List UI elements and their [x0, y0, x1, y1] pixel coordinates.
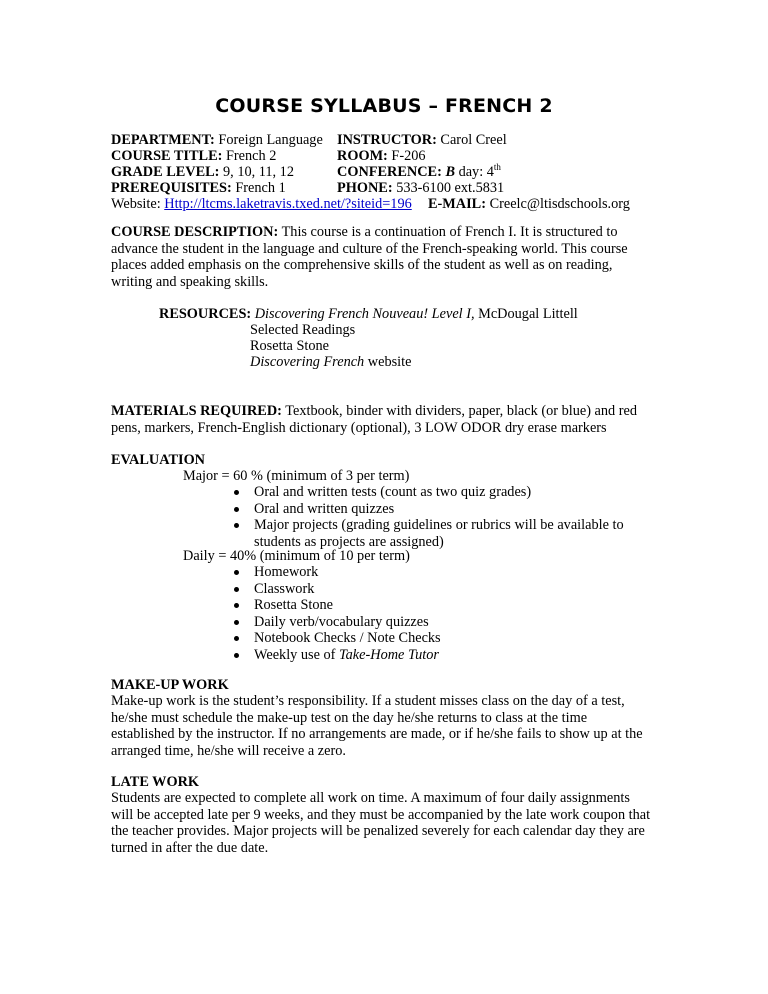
course-title-label: COURSE TITLE:	[111, 148, 223, 164]
description-text: This course is a continuation of French I. It is structured to advance the student in the language and culture of the French-speaking world. This course places added emphasis on the comprehensive skills of the student as well as on reading, writing and speaking skills.	[111, 224, 628, 290]
website-row	[111, 196, 412, 213]
resources-row	[159, 306, 578, 323]
list-item: Weekly use of Take-Home Tutor	[228, 647, 658, 664]
conference-day-text: day: 4	[458, 164, 494, 180]
page-title: COURSE SYLLABUS – FRENCH 2	[215, 95, 553, 117]
room-row	[337, 148, 426, 165]
grade-level-row	[111, 164, 294, 181]
phone-row	[337, 180, 504, 197]
list-item: Classwork	[228, 581, 658, 598]
bullet-icon	[234, 620, 239, 625]
resource-3: Rosetta Stone	[250, 338, 330, 354]
resource-1-title: Discovering French Nouveau! Level I,	[254, 306, 475, 322]
email-row	[428, 196, 630, 213]
course-title-row	[111, 148, 276, 165]
bullet-icon	[234, 603, 239, 608]
prerequisites-label: PREREQUISITES:	[111, 180, 232, 196]
conference-day: B	[445, 164, 455, 180]
evaluation-major-list	[228, 484, 658, 550]
department-label: DEPARTMENT:	[111, 132, 215, 148]
list-item: Oral and written tests (count as two quiz grades)	[228, 484, 658, 501]
bullet-icon	[234, 490, 239, 495]
resource-4-suffix: website	[367, 354, 412, 370]
instructor-value: Carol Creel	[440, 132, 507, 148]
instructor-row	[337, 132, 507, 149]
list-item: Homework	[228, 564, 658, 581]
instructor-label: INSTRUCTOR:	[337, 132, 437, 148]
bullet-icon	[234, 653, 239, 658]
website-link[interactable]: Http://ltcms.laketravis.txed.net/?siteid=196	[164, 196, 412, 212]
list-item: Rosetta Stone	[228, 597, 658, 614]
materials-label: MATERIALS REQUIRED:	[111, 403, 282, 419]
conference-sup: th	[493, 162, 501, 173]
bullet-icon	[234, 636, 239, 641]
grade-level-value: 9, 10, 11, 12	[223, 164, 294, 180]
department-value: Foreign Language	[218, 132, 323, 148]
resources-label: RESOURCES:	[159, 306, 252, 322]
late-work-text: Students are expected to complete all work on time. A maximum of four daily assignments will be accepted late per 9 weeks, and they must be accompanied by the late work coupon that the teacher provides. Major projects will be penalized severely for each calendar day they are turned in after the due date.	[111, 790, 651, 856]
course-description	[111, 224, 651, 290]
list-item: Notebook Checks / Note Checks	[228, 630, 658, 647]
grade-level-label: GRADE LEVEL:	[111, 164, 220, 180]
evaluation-major-line: Major = 60 % (minimum of 3 per term)	[183, 468, 410, 484]
bullet-icon	[234, 507, 239, 512]
bullet-icon	[234, 523, 239, 528]
room-label: ROOM:	[337, 148, 388, 164]
website-label: Website:	[111, 196, 161, 212]
evaluation-daily-line: Daily = 40% (minimum of 10 per term)	[183, 548, 410, 564]
bullet-icon	[234, 587, 239, 592]
resource-4-title: Discovering French	[250, 354, 365, 370]
prerequisites-value: French 1	[235, 180, 286, 196]
list-item: Daily verb/vocabulary quizzes	[228, 614, 658, 631]
department-row	[111, 132, 323, 149]
conference-row	[337, 164, 501, 181]
makeup-text: Make-up work is the student’s responsibility. If a student misses class on the day of a test, he/she must schedule the make-up test on the day he/she returns to class at the time established by the instructor. If no arrangements are made, or if he/she fails to show up at the arranged time, he/she will receive a zero.	[111, 693, 643, 759]
makeup-heading: MAKE-UP WORK	[111, 677, 229, 693]
evaluation-heading: EVALUATION	[111, 452, 206, 468]
resource-1-publisher: McDougal Littell	[478, 306, 578, 322]
resource-2: Selected Readings	[250, 322, 356, 338]
materials-text: Textbook, binder with dividers, paper, black (or blue) and red pens, markers, French-English dictionary (optional), 3 LOW ODOR dry erase markers	[111, 403, 638, 436]
phone-label: PHONE:	[337, 180, 393, 196]
evaluation-daily-list	[228, 564, 658, 663]
conference-label: CONFERENCE:	[337, 164, 442, 180]
bullet-icon	[234, 570, 239, 575]
prerequisites-row	[111, 180, 286, 197]
email-value: Creelc@ltisdschools.org	[489, 196, 630, 212]
list-item: Major projects (grading guidelines or rubrics will be available to students as projects are assigned)	[228, 517, 658, 550]
materials-required	[111, 403, 651, 436]
late-work-heading: LATE WORK	[111, 774, 200, 790]
list-item: Oral and written quizzes	[228, 501, 658, 518]
phone-value: 533-6100 ext.5831	[396, 180, 505, 196]
course-title-value: French 2	[225, 148, 277, 164]
description-label: COURSE DESCRIPTION:	[111, 224, 279, 240]
room-value: F-206	[391, 148, 426, 164]
resource-4	[250, 354, 411, 371]
email-label: E-MAIL:	[428, 196, 486, 212]
